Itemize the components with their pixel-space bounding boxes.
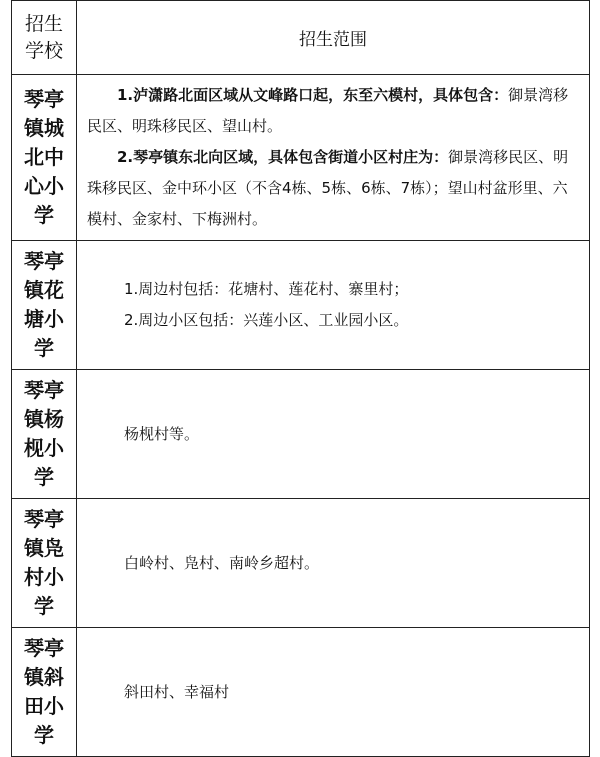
table-row [12,628,590,757]
header-school-label: 招生学校 [25,12,64,62]
school-cell [12,370,77,499]
range-item-bold: 2.琴亭镇东北向区域，具体包含街道小区村庄为： [117,148,449,166]
school-name: 琴亭镇杨枧小学 [24,378,64,489]
school-cell [12,628,77,757]
table-row [12,370,590,499]
range-item: 杨枧村等。 [124,424,200,443]
school-name: 琴亭镇花塘小学 [24,249,64,360]
range-item-bold: 1.泸潇路北面区域从文峰路口起，东至六模村，具体包含： [117,86,509,104]
range-cell [77,241,590,370]
table-row [12,241,590,370]
range-cell [77,370,590,499]
range-item [87,142,581,235]
school-cell [12,241,77,370]
school-name: 琴亭镇斜田小学 [24,636,64,747]
enrollment-table [11,0,590,757]
school-cell [12,499,77,628]
school-cell [12,75,77,241]
range-cell [77,628,590,757]
range-item: 2.周边小区包括：兴莲小区、工业园小区。 [124,311,409,329]
range-item-text: 御景湾移民区、明珠移民区、望山村。 [87,86,569,135]
table-header-row [12,1,590,75]
range-item: 白岭村、凫村、南岭乡超村。 [124,553,320,572]
header-school [12,1,77,75]
range-item-text: 御景湾移民区、明珠移民区、金中环小区（不含4栋、5栋、6栋、7栋）；望山村盆形里、六模村、金家村、下梅洲村。 [87,148,569,228]
range-item: 斜田村、幸福村 [124,682,230,701]
range-cell [77,75,590,241]
school-name: 琴亭镇城北中心小学 [24,87,64,227]
enrollment-table-container [11,0,589,747]
range-item [87,80,581,142]
table-row [12,75,590,241]
school-name: 琴亭镇凫村小学 [24,507,64,618]
table-row [12,499,590,628]
range-item: 1.周边村包括：花塘村、莲花村、寨里村； [124,280,409,298]
header-range: 招生范围 [77,1,590,75]
range-cell [77,499,590,628]
